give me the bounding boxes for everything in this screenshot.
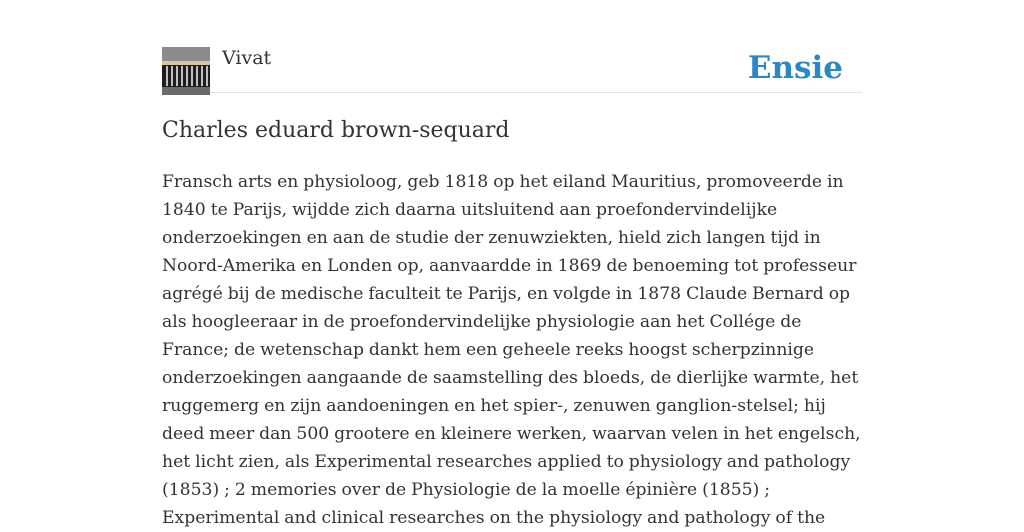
- brand-logo[interactable]: Ensie: [747, 50, 843, 86]
- article-title: Charles eduard brown-sequard: [162, 118, 510, 143]
- article-body: Fransch arts en physioloog, geb 1818 op het eiland Mauritius, promoveerde in 1840 te Parijs, wijdde zich daarna uitsluitend aan proefondervindelijke onderzoekingen en aan de studie der zenuwziekten, hield zich langen tijd in Noord-Amerika en Londen op, aanvaardde in 1869 de benoeming tot professeur agrégé bij de medische faculteit te Parijs, en volgde in 1878 Claude Bernard op als hoogleeraar in de proefondervindelijke physiologie aan het Collége de France; de wetenschap dankt hem een geheele reeks hoogst scherpzinnige onderzoekingen aangaande de saamstelling des bloeds, de dierlijke warmte, het ruggemerg en zijn aandoeningen en het spier-, zenuwen ganglion-stelsel; hij deed meer dan 500 grootere en kleinere werken, waarvan velen in het engelsch, het licht zien, als Experimental researches applied to physiology and pathology (1853) ; 2 memories over de Physiologie de la moelle épinière (1855) ; Experimental and clinical researches on the physiology and pathology of the: [162, 172, 861, 528]
- avatar-image: [162, 47, 210, 95]
- author-link[interactable]: Vivat: [222, 47, 272, 69]
- avatar[interactable]: [162, 47, 210, 95]
- header: [162, 47, 862, 93]
